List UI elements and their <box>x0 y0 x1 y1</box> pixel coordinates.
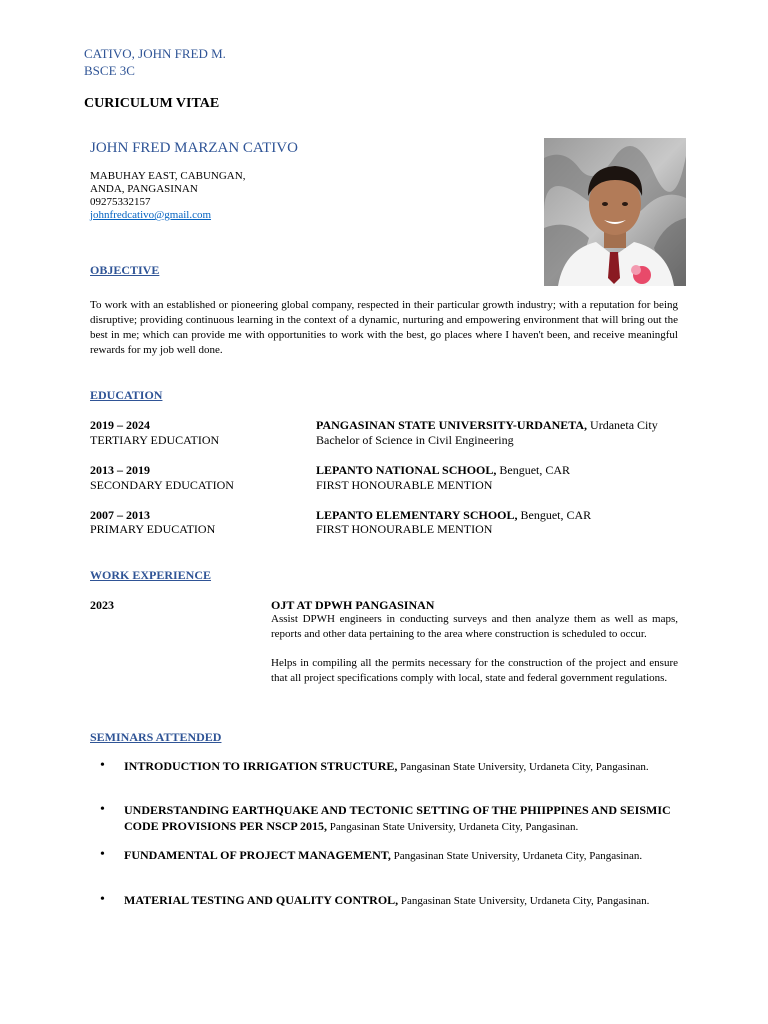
seminar-title: UNDERSTANDING EARTHQUAKE AND TECTONIC SETTING OF THE PHIIPPINES AND SEISMIC CODE PROVISIONS PER NSCP 2015, <box>124 803 671 833</box>
education-level: SECONDARY EDUCATION <box>90 478 234 492</box>
education-school <box>316 508 591 523</box>
list-item <box>100 848 690 882</box>
full-name: JOHN FRED MARZAN CATIVO <box>90 140 298 156</box>
education-years: 2007 – 2013 <box>90 508 150 522</box>
list-item <box>100 803 690 837</box>
education-years: 2019 – 2024 <box>90 418 150 432</box>
objective-text: To work with an established or pioneering global company, respected in their particular growth industry; with a reputation for being disruptive; providing continuous learning in the context of a dynamic, nurturing and empowering environment that will bring out the best in me; which can provide me with opportunities to work with the best, go places where I haven't been, and receive meaningful rewards for my job well done. <box>90 299 678 356</box>
seminar-title: INTRODUCTION TO IRRIGATION STRUCTURE, <box>124 759 398 773</box>
seminar-venue: Pangasinan State University, Urdaneta City, Pangasinan. <box>390 850 643 862</box>
school-name: LEPANTO NATIONAL SCHOOL, <box>316 463 497 477</box>
seminar-text <box>124 803 690 835</box>
objective-heading: OBJECTIVE <box>90 263 160 277</box>
work-title: OJT AT DPWH PANGASINAN <box>271 598 435 612</box>
address-line-2: ANDA, PANGASINAN <box>90 183 198 195</box>
school-name: PANGASINAN STATE UNIVERSITY-URDANETA, <box>316 418 588 432</box>
school-name: LEPANTO ELEMENTARY SCHOOL, <box>316 508 518 522</box>
education-heading: EDUCATION <box>90 388 163 402</box>
school-location: Benguet, CAR <box>496 463 571 477</box>
seminars-heading: SEMINARS ATTENDED <box>90 730 222 744</box>
document-title: CURICULUM VITAE <box>84 96 220 111</box>
work-paragraph-1: Assist DPWH engineers in conducting surveys and then analyze them as well as maps, reports and other data pertaining to the area where construction is scheduled to occur. <box>271 613 678 640</box>
education-level: TERTIARY EDUCATION <box>90 433 220 447</box>
bullet-icon: • <box>100 847 105 862</box>
person-photo-icon <box>544 138 686 286</box>
seminar-title: MATERIAL TESTING AND QUALITY CONTROL, <box>124 893 399 907</box>
list-item <box>100 893 690 927</box>
bullet-icon: • <box>100 802 105 817</box>
education-level: PRIMARY EDUCATION <box>90 522 216 536</box>
education-school <box>316 463 570 478</box>
education-school <box>316 418 658 433</box>
seminar-text <box>124 893 664 909</box>
seminar-text <box>124 848 654 864</box>
header-course: BSCE 3C <box>84 63 135 78</box>
bullet-icon: • <box>100 758 105 773</box>
bullet-icon: • <box>100 892 105 907</box>
seminar-venue: Pangasinan State University, Urdaneta City, Pangasinan. <box>327 821 579 833</box>
education-detail: FIRST HONOURABLE MENTION <box>316 522 493 536</box>
seminar-venue: Pangasinan State University, Urdaneta City, Pangasinan. <box>397 761 649 773</box>
email-link[interactable]: johnfredcativo@gmail.com <box>90 209 212 221</box>
list-item <box>100 759 690 793</box>
header-name: CATIVO, JOHN FRED M. <box>84 46 226 61</box>
school-location: Benguet, CAR <box>517 508 592 522</box>
seminar-text <box>124 759 664 775</box>
seminar-title: FUNDAMENTAL OF PROJECT MANAGEMENT, <box>124 848 391 862</box>
work-year: 2023 <box>90 598 114 612</box>
seminar-venue: Pangasinan State University, Urdaneta City, Pangasinan. <box>398 895 650 907</box>
education-detail: Bachelor of Science in Civil Engineering <box>316 433 514 447</box>
work-paragraph-2: Helps in compiling all the permits necessary for the construction of the project and ensure that all project specifications comply with local, state and federal government regulations. <box>271 657 678 684</box>
address-line-1: MABUHAY EAST, CABUNGAN, <box>90 170 246 182</box>
work-heading: WORK EXPERIENCE <box>90 568 212 582</box>
profile-photo <box>544 138 686 286</box>
school-location: Urdaneta City <box>587 418 658 432</box>
education-detail: FIRST HONOURABLE MENTION <box>316 478 493 492</box>
education-years: 2013 – 2019 <box>90 463 150 477</box>
phone-number: 09275332157 <box>90 196 151 208</box>
